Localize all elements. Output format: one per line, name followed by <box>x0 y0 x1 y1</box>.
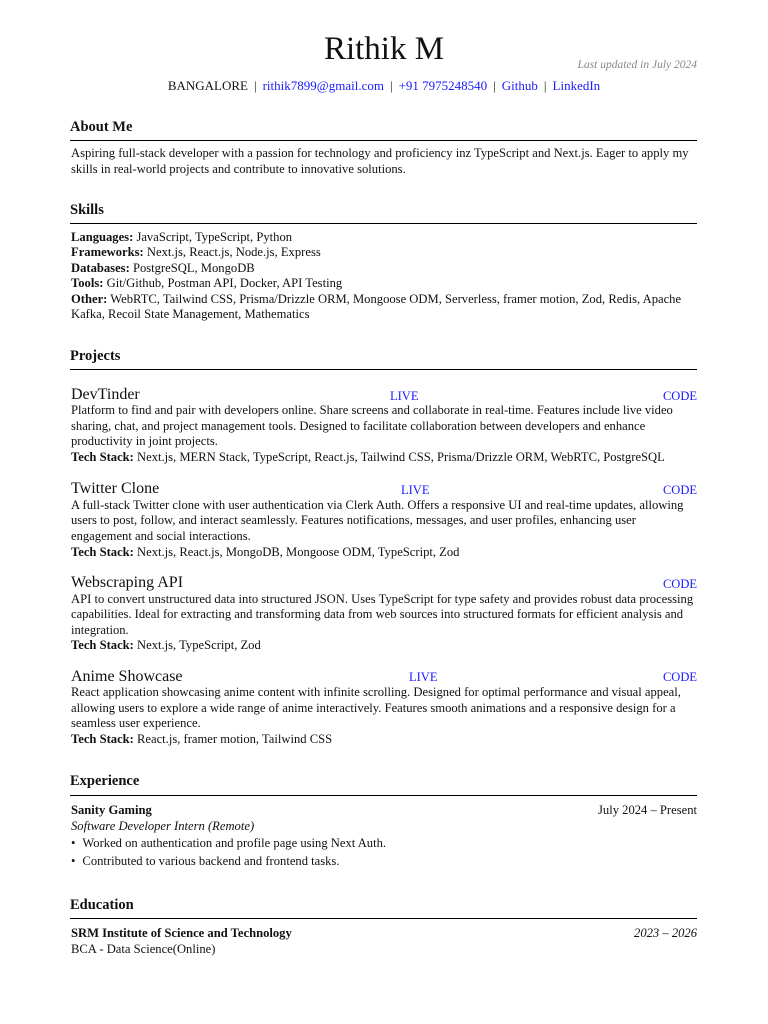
skill-value: PostgreSQL, MongoDB <box>132 260 255 275</box>
skill-row-languages <box>71 230 697 246</box>
project-tech-stack <box>71 638 697 654</box>
separator: | <box>253 78 257 93</box>
skill-row-frameworks <box>71 245 697 261</box>
project-live-link[interactable]: LIVE <box>409 670 438 684</box>
email-link[interactable]: rithik7899@gmail.com <box>262 78 384 93</box>
skill-row-databases <box>71 261 697 277</box>
section-divider <box>70 223 697 224</box>
skills-list <box>71 230 697 323</box>
project-description: API to convert unstructured data into structured JSON. Uses TypeScript for type safety and provides robust data processing capabilities. Ideal for extracting and transforming data from web sources into structured formats for efficient analysis and integration. <box>71 591 694 637</box>
phone-link[interactable]: +91 7975248540 <box>398 78 488 93</box>
tech-stack-label: Tech Stack: <box>71 732 134 746</box>
projects-section-title: Projects <box>70 348 121 364</box>
section-divider <box>70 918 697 919</box>
skill-value: JavaScript, TypeScript, Python <box>136 229 293 244</box>
tech-stack-value: React.js, framer motion, Tailwind CSS <box>137 732 333 746</box>
skill-value: Next.js, React.js, Node.js, Express <box>146 245 321 259</box>
skill-value: WebRTC, Tailwind CSS, Prisma/Drizzle ORM, Mongoose ODM, Serverless, framer motion, Zod, Redis, Apache Kafka, Recoil State Management, Mathematics <box>71 291 682 321</box>
project-code-link[interactable]: CODE <box>662 577 697 591</box>
job-role: Software Developer Intern (Remote) <box>71 819 255 833</box>
experience-dates: July 2024 – Present <box>598 803 697 817</box>
section-divider <box>70 140 697 141</box>
project-title-webscraping-api: Webscraping API <box>71 574 184 591</box>
experience-bullets <box>71 835 691 870</box>
project-tech-stack <box>71 545 697 561</box>
project-tech-stack <box>71 732 697 748</box>
project-title-twitter-clone: Twitter Clone <box>71 480 160 497</box>
last-updated-note: Last updated in July 2024 <box>577 59 697 71</box>
linkedin-link[interactable]: LinkedIn <box>552 78 601 93</box>
section-divider <box>70 795 697 796</box>
section-divider <box>70 369 697 370</box>
skill-label: Tools: <box>71 276 104 290</box>
project-code-link[interactable]: CODE <box>662 389 697 403</box>
school-name: SRM Institute of Science and Technology <box>71 926 292 940</box>
project-title-devtinder: DevTinder <box>71 386 140 403</box>
skill-label: Languages: <box>71 229 134 244</box>
about-section-title: About Me <box>70 119 133 135</box>
tech-stack-value: Next.js, TypeScript, Zod <box>137 638 261 652</box>
degree: BCA - Data Science(Online) <box>71 942 216 956</box>
github-link[interactable]: Github <box>501 78 538 93</box>
list-item: • Worked on authentication and profile page using Next Auth. <box>71 835 691 853</box>
education-dates: 2023 – 2026 <box>634 926 697 940</box>
tech-stack-label: Tech Stack: <box>71 638 134 652</box>
candidate-name: Rithik M <box>323 31 445 67</box>
skill-label: Frameworks: <box>71 245 144 259</box>
company-name: Sanity Gaming <box>71 803 152 817</box>
skill-label: Databases: <box>71 260 130 275</box>
project-description: Platform to find and pair with developers online. Share screens and collaborate in real-time. Features include live video sharing, chat, and project management tools. Designed to facilitate collaboration between developers and enhance productivity in joint projects. <box>71 403 673 448</box>
project-tech-stack <box>71 450 697 466</box>
tech-stack-value: Next.js, React.js, MongoDB, Mongoose ODM, TypeScript, Zod <box>137 544 460 559</box>
project-title-anime-showcase: Anime Showcase <box>71 668 183 685</box>
project-live-link[interactable]: LIVE <box>401 483 430 497</box>
experience-section-title: Experience <box>70 773 140 789</box>
skills-section-title: Skills <box>70 202 104 218</box>
tech-stack-label: Tech Stack: <box>71 450 134 464</box>
project-code-link[interactable]: CODE <box>662 483 697 497</box>
tech-stack-label: Tech Stack: <box>71 544 134 559</box>
list-item: • Contributed to various backend and frontend tasks. <box>71 853 691 871</box>
education-section-title: Education <box>70 897 134 913</box>
skill-label: Other: <box>71 291 108 306</box>
separator: | <box>543 78 547 93</box>
project-code-link[interactable]: CODE <box>662 670 697 684</box>
tech-stack-value: Next.js, MERN Stack, TypeScript, React.js, Tailwind CSS, Prisma/Drizzle ORM, WebRTC, PostgreSQL <box>137 450 665 464</box>
project-description: A full-stack Twitter clone with user authentication via Clerk Auth. Offers a responsive UI and real-time updates, allowing users to post, follow, and interact seamlessly. Features notifications, messages, and user profiles, enhancing user engagement and social interactions. <box>71 497 684 543</box>
skill-row-tools <box>71 276 697 292</box>
location: BANGALORE <box>167 78 248 93</box>
separator: | <box>493 78 496 93</box>
skill-value: Git/Github, Postman API, Docker, API Testing <box>106 276 343 290</box>
separator: | <box>389 78 393 93</box>
skill-row-other <box>71 292 697 323</box>
contact-line <box>0 78 768 94</box>
about-text: Aspiring full-stack developer with a passion for technology and proficiency inz TypeScript and Next.js. Eager to apply my skills in real-world projects and contribute to innovative solutions. <box>71 146 689 176</box>
project-description: React application showcasing anime content with infinite scrolling. Designed for optimal performance and visual appeal, allowing users to explore a wide range of anime interactively. Features smooth animations and a responsive design for a seamless user experience. <box>71 685 681 730</box>
project-live-link[interactable]: LIVE <box>390 389 419 403</box>
